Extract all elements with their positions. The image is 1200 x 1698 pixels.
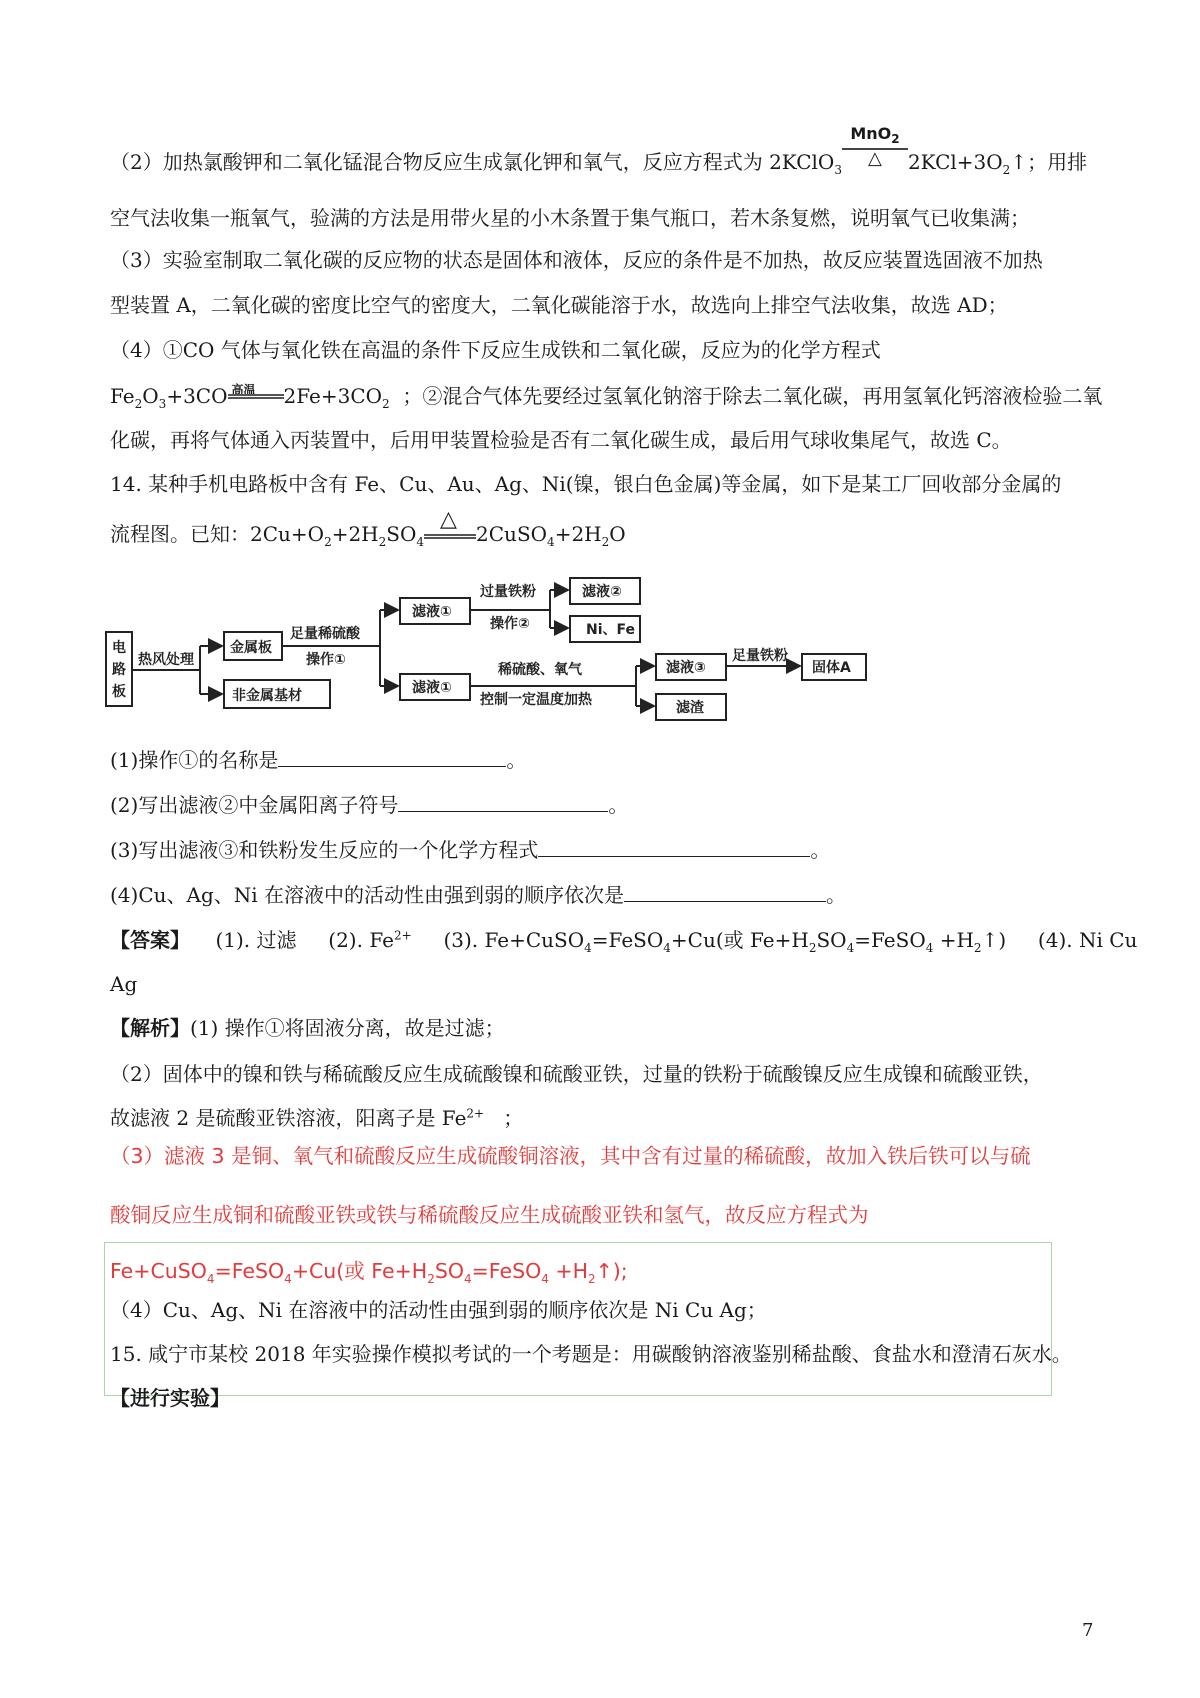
label-metal-board: 金属板 (230, 640, 272, 656)
answer-line: 【答案】 (1). 过滤 (2). $Fe^{2+}$ (3). Fe+CuSO$_4$=FeSO$_4$+Cu(或 $Fe+H_2SO_4=FeSO_4$ $+H_2↑$) (4). Ni Cu (110, 928, 1138, 955)
label-filtrate1-top: 滤液① (412, 604, 452, 620)
text-line: （2）加热氯酸钾和二氧化锰混合物反应生成氯化钾和氧气，反应方程式为 2KClO$_3$ MnO$_2$ △ $2KCl+3O_2↑$；用排 (110, 148, 1087, 176)
label-board-1: 电 (112, 640, 126, 656)
text-line: 流程图。已知：$2Cu+O_2+2H_2SO_4$ △ $2CuSO_4+2H_2O$ (110, 507, 626, 549)
question-15: 15. 咸宁市某校 2018 年实验操作模拟考试的一个考题是：用碳酸钠溶液鉴别稀盐酸、食盐水和澄清石灰水。 (110, 1342, 1072, 1366)
reaction-condition: MnO$_2$ △ (842, 154, 908, 182)
question-1: (1)操作①的名称是 。 (110, 748, 527, 772)
reaction-condition: 高温 (228, 382, 284, 410)
label-filtrate1-bot: 滤液① (412, 680, 452, 696)
label-board-2: 路 (112, 662, 126, 678)
text-line: 空气法收集一瓶氧气，验满的方法是用带火星的小木条置于集气瓶口，若木条复燃，说明氧气已收集满； (110, 206, 1030, 230)
label-excess-iron: 过量铁粉 (480, 584, 536, 600)
question-2: (2)写出滤液②中金属阳离子符号 。 (110, 793, 629, 817)
label-enough-iron: 足量铁粉 (732, 648, 788, 664)
answer-blank[interactable] (624, 883, 826, 902)
answer-blank[interactable] (398, 793, 608, 812)
explanation-line: 【解析】(1) 操作①将固液分离，故是过滤； (110, 1016, 505, 1040)
question-4: (4)Cu、Ag、Ni 在溶液中的活动性由强到弱的顺序依次是 。 (110, 883, 847, 907)
label-acid: 足量稀硫酸 (290, 626, 360, 642)
label-solid-a: 固体A (812, 660, 851, 676)
reaction-condition: △ (424, 520, 476, 548)
label-dilute-acid-o2: 稀硫酸、氧气 (498, 662, 582, 678)
section-heading: 【进行实验】 (110, 1386, 230, 1410)
explanation-line: （4）Cu、Ag、Ni 在溶液中的活动性由强到弱的顺序依次是 Ni Cu Ag； (110, 1298, 767, 1322)
page-number: 7 (1082, 1620, 1094, 1641)
label-filtrate3: 滤液③ (666, 660, 706, 676)
text-line: 型装置 A，二氧化碳的密度比空气的密度大，二氧化碳能溶于水，故选向上排空气法收集，故选 AD； (110, 293, 1008, 317)
flowchart (100, 570, 900, 730)
label-ni-fe: Ni、Fe (586, 622, 636, 638)
label-op2: 操作② (490, 616, 530, 632)
text-line: 14. 某种手机电路板中含有 Fe、Cu、Au、Ag、Ni(镍，银白色金属)等金属，如下是某工厂回收部分金属的 (110, 472, 1062, 496)
answer-blank[interactable] (538, 838, 810, 857)
label-op1: 操作① (306, 652, 346, 668)
text-line: $Fe_2O_3+3CO$ 高温 $2Fe+3CO_2$ ；②混合气体先要经过氢氧化钠溶于除去二氧化碳，再用氢氧化钙溶液检验二氧 (110, 383, 1103, 411)
explanation-line: 故滤液 2 是硫酸亚铁溶液，阳离子是 $Fe^{2+}$ ； (110, 1106, 524, 1130)
label-residue: 滤渣 (676, 700, 704, 716)
label-board-3: 板 (112, 684, 126, 700)
answer-line: Ag (110, 972, 138, 996)
text-line: 化碳，再将气体通入丙装置中，后用甲装置检验是否有二氧化碳生成，最后用气球收集尾气，故选 C。 (110, 428, 1012, 452)
explanation-line: （2）固体中的镍和铁与稀硫酸反应生成硫酸镍和硫酸亚铁，过量的铁粉于硫酸镍反应生成镍和硫酸亚铁， (110, 1062, 1043, 1086)
label-heat-ctrl: 控制一定温度加热 (480, 692, 592, 708)
text-line: （3）实验室制取二氧化碳的反应物的状态是固体和液体，反应的条件是不加热，故反应装置选固液不加热 (110, 248, 1043, 272)
explanation-red-line: 酸铜反应生成铜和硫酸亚铁或铁与稀硫酸反应生成硫酸亚铁和氢气，故反应方程式为 (110, 1203, 869, 1227)
label-filtrate2: 滤液② (582, 584, 622, 600)
text-line: （4）①CO 气体与氧化铁在高温的条件下反应生成铁和二氧化碳，反应为的化学方程式 (110, 338, 881, 362)
explanation-red-line: Fe+CuSO$_4$=FeSO$_4$+Cu(或 $Fe+H_2SO_4=FeSO_4$ $+H_2↑$); (110, 1259, 628, 1287)
label-hot-air: 热风处理 (138, 652, 194, 668)
answer-blank[interactable] (278, 748, 506, 767)
question-3: (3)写出滤液③和铁粉发生反应的一个化学方程式 。 (110, 838, 831, 862)
label-nonmetal: 非金属基材 (232, 688, 302, 704)
explanation-red-line: （3）滤液 3 是铜、氧气和硫酸反应生成硫酸铜溶液，其中含有过量的稀硫酸，故加入铁后铁可以与硫 (110, 1144, 1031, 1168)
